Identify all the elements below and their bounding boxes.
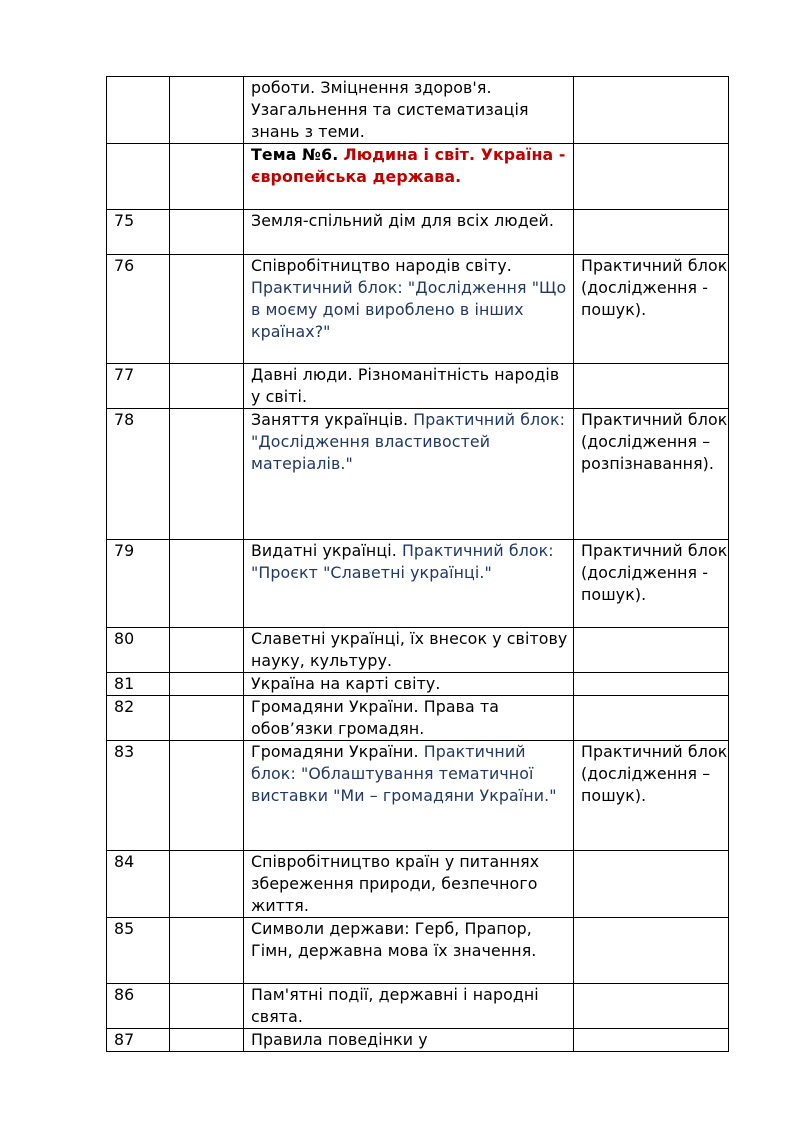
lesson-topic xyxy=(244,409,574,540)
lesson-date xyxy=(170,851,244,918)
lesson-note xyxy=(574,77,729,144)
lesson-note xyxy=(574,696,729,741)
lesson-note xyxy=(574,364,729,409)
lesson-date xyxy=(170,540,244,628)
topic-text: Давні люди. Різноманітність народів у світі. xyxy=(251,365,560,406)
practical-block-text: Практичний блок: "Проєкт "Славетні українці." xyxy=(251,541,554,582)
topic-text: Заняття українців. xyxy=(251,410,409,429)
lesson-topic xyxy=(244,540,574,628)
table-row xyxy=(107,255,729,364)
table-row xyxy=(107,918,729,984)
lesson-number: 79 xyxy=(107,540,170,628)
lesson-number: 81 xyxy=(107,673,170,696)
lesson-topic xyxy=(244,696,574,741)
table-row xyxy=(107,210,729,255)
theme-label: Тема №6. xyxy=(251,145,339,164)
lesson-topic xyxy=(244,210,574,255)
topic-text: Правила поведінки у xyxy=(251,1030,428,1049)
topic-text: Земля-спільний дім для всіх людей. xyxy=(251,211,555,230)
lesson-number: 82 xyxy=(107,696,170,741)
table-row xyxy=(107,77,729,144)
topic-text: Видатні українці. xyxy=(251,541,397,560)
lesson-topic xyxy=(244,851,574,918)
lesson-date xyxy=(170,628,244,673)
lesson-note xyxy=(574,144,729,210)
lesson-note xyxy=(574,918,729,984)
table-row xyxy=(107,628,729,673)
lesson-date xyxy=(170,210,244,255)
lesson-date xyxy=(170,255,244,364)
lesson-note xyxy=(574,1029,729,1052)
lesson-date xyxy=(170,696,244,741)
lesson-number: 78 xyxy=(107,409,170,540)
practical-block-text: Практичний блок: "Облаштування тематичної виставки "Ми – громадяни України." xyxy=(251,742,557,805)
lesson-plan-table xyxy=(106,76,729,1052)
lesson-topic xyxy=(244,741,574,851)
theme-heading xyxy=(244,144,574,210)
topic-text: Символи держави: Герб, Прапор, Гімн, державна мова їх значення. xyxy=(251,919,537,960)
lesson-date xyxy=(170,409,244,540)
lesson-number: 83 xyxy=(107,741,170,851)
practical-block-text: Практичний блок: "Дослідження "Що в моєму домі вироблено в інших країнах?" xyxy=(251,278,567,341)
lesson-topic xyxy=(244,673,574,696)
lesson-note xyxy=(574,851,729,918)
table-row xyxy=(107,696,729,741)
lesson-note: Практичний блок (дослідження – розпізнавання). xyxy=(574,409,729,540)
lesson-number: 85 xyxy=(107,918,170,984)
lesson-note xyxy=(574,210,729,255)
table-row xyxy=(107,741,729,851)
lesson-note: Практичний блок (дослідження – пошук). xyxy=(574,741,729,851)
theme-title: Людина і світ. Україна - європейська держава. xyxy=(251,145,566,186)
lesson-date xyxy=(170,918,244,984)
lesson-date xyxy=(170,1029,244,1052)
lesson-note: Практичний блок (дослідження - пошук). xyxy=(574,540,729,628)
lesson-note xyxy=(574,673,729,696)
lesson-date xyxy=(170,673,244,696)
lesson-topic xyxy=(244,628,574,673)
lesson-date xyxy=(170,364,244,409)
table-row xyxy=(107,673,729,696)
topic-text: Співробітництво країн у питаннях збереження природи, безпечного життя. xyxy=(251,852,540,915)
lesson-note xyxy=(574,628,729,673)
lesson-topic xyxy=(244,364,574,409)
lesson-date xyxy=(170,741,244,851)
topic-text: Співробітництво народів світу. xyxy=(251,256,512,275)
table-row xyxy=(107,1029,729,1052)
topic-text: Пам'ятні події, державні і народні свята. xyxy=(251,985,539,1026)
lesson-number: 86 xyxy=(107,984,170,1029)
table-row xyxy=(107,540,729,628)
table-row xyxy=(107,984,729,1029)
lesson-topic xyxy=(244,255,574,364)
lesson-number: 80 xyxy=(107,628,170,673)
table-row xyxy=(107,364,729,409)
lesson-number: 75 xyxy=(107,210,170,255)
practical-block-text: Практичний блок: "Дослідження властивостей матеріалів." xyxy=(251,410,566,473)
topic-text: Славетні українці, їх внесок у світову науку, культуру. xyxy=(251,629,568,670)
topic-text: роботи. Зміцнення здоров'я. Узагальнення та систематизація знань з теми. xyxy=(251,78,529,141)
lesson-date xyxy=(170,77,244,144)
lesson-date xyxy=(170,984,244,1029)
table-row xyxy=(107,409,729,540)
table-row xyxy=(107,851,729,918)
topic-text: Україна на карті світу. xyxy=(251,674,441,693)
lesson-topic xyxy=(244,1029,574,1052)
lesson-number: 87 xyxy=(107,1029,170,1052)
lesson-number: 77 xyxy=(107,364,170,409)
lesson-number xyxy=(107,144,170,210)
lesson-topic xyxy=(244,984,574,1029)
lesson-topic xyxy=(244,918,574,984)
lesson-date xyxy=(170,144,244,210)
lesson-note xyxy=(574,984,729,1029)
theme-row xyxy=(107,144,729,210)
lesson-note: Практичний блок (дослідження - пошук). xyxy=(574,255,729,364)
lesson-number: 84 xyxy=(107,851,170,918)
lesson-number: 76 xyxy=(107,255,170,364)
lesson-number xyxy=(107,77,170,144)
topic-text: Громадяни України. xyxy=(251,742,419,761)
lesson-topic xyxy=(244,77,574,144)
topic-text: Громадяни України. Права та обов’язки громадян. xyxy=(251,697,500,738)
